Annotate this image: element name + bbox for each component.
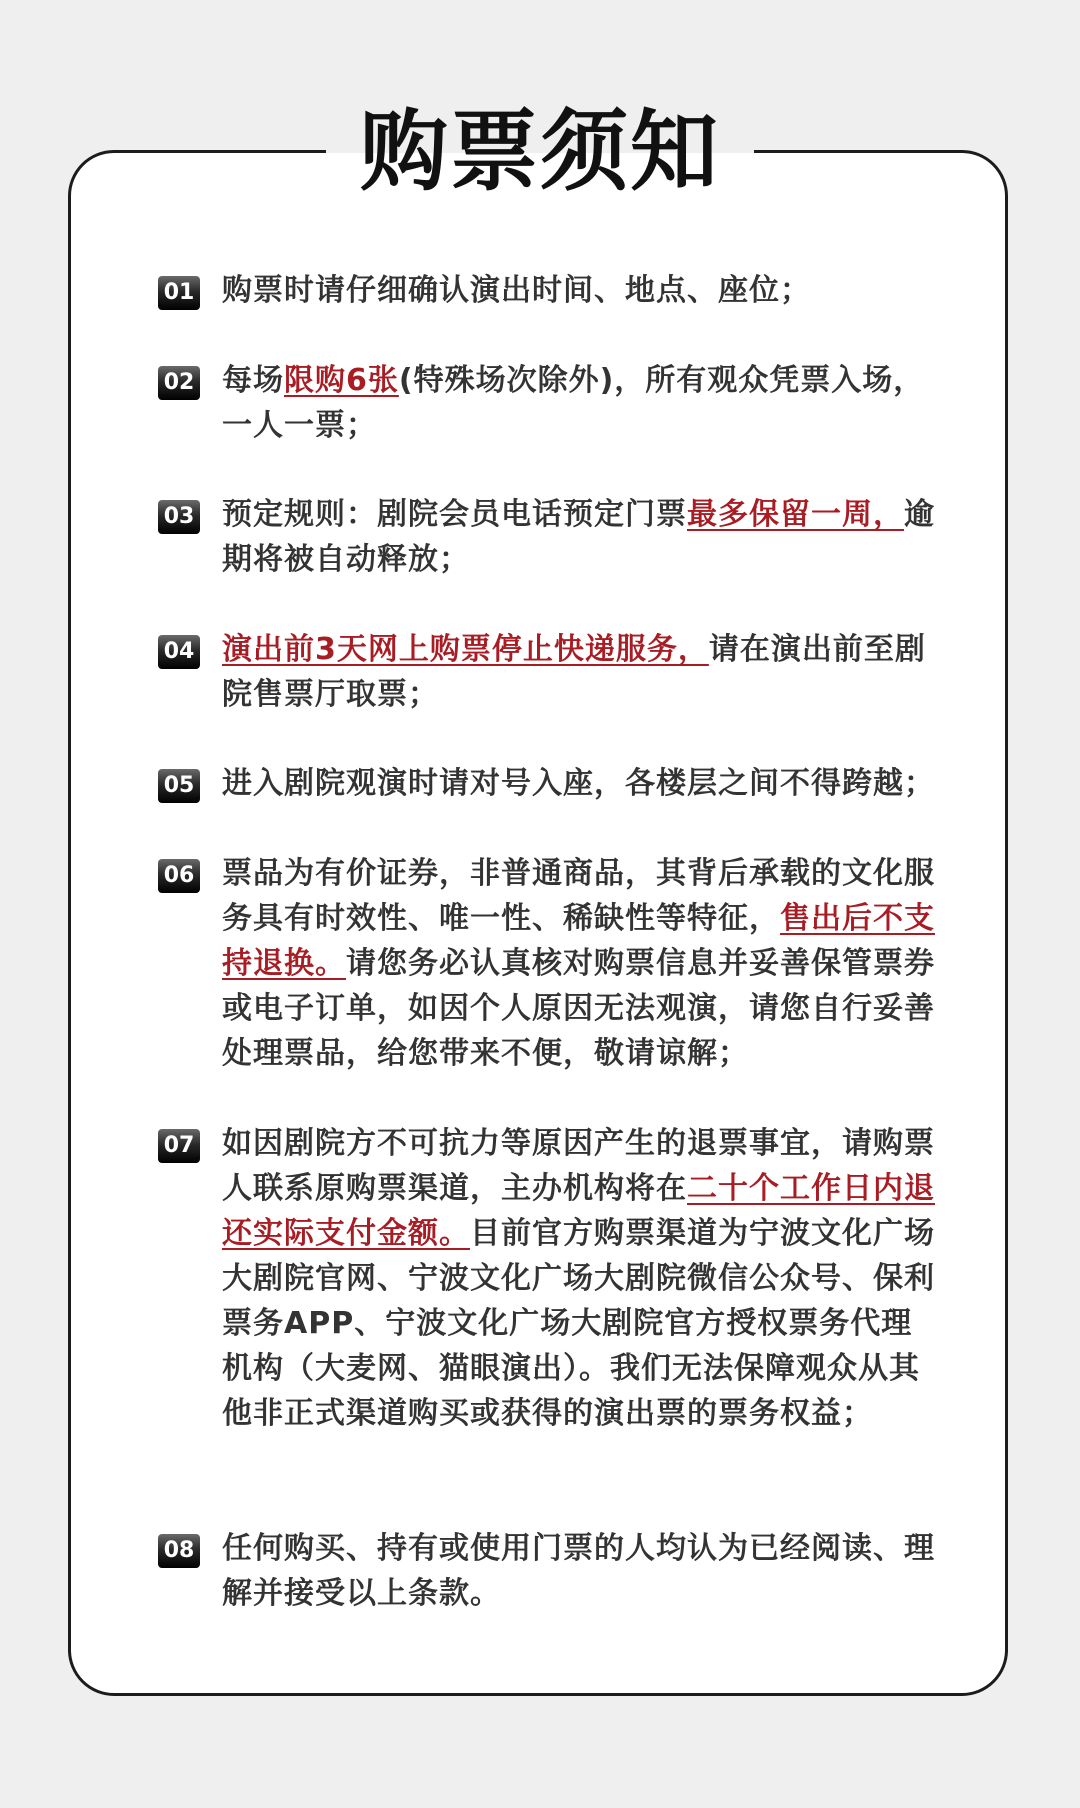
text-segment: (特殊场次除外)，所有观众凭票入场，一人一票； [222,363,925,443]
item-text [222,1121,942,1436]
text-segment: 目前官方购票渠道为宁波文化广场大剧院官网、宁波文化广场大剧院微信公众号、保利票务APP、宁波文化广场大剧院官方授权票务代理机构（大麦网、猫眼演出）。我们无法保障观众从其他非正式渠道购买或获得的演出票的票务权益； [222,1216,935,1431]
text-segment: 请在演出前至剧院售票厅取票； [222,632,926,712]
text-segment: 逾期将被自动释放； [222,497,935,577]
highlighted-text: 最多保留一周， [687,497,904,532]
highlighted-text: 限购6张 [284,363,399,398]
item-text [222,851,942,1076]
item-text [222,627,942,717]
highlighted-text: 二十个工作日内退还实际支付金额。 [222,1171,935,1251]
text-segment: 每场 [222,363,284,398]
title-banner [0,96,1080,206]
item-number-badge: 07 [158,1129,200,1163]
item-number-badge: 02 [158,366,200,400]
text-segment: 预定规则：剧院会员电话预定门票 [222,497,687,532]
item-text [222,761,942,806]
item-text [222,492,942,582]
text-segment: 进入剧院观演时请对号入座，各楼层之间不得跨越； [222,766,935,801]
item-number-badge: 01 [158,276,200,310]
item-number-badge: 03 [158,500,200,534]
item-number-badge: 08 [158,1534,200,1568]
item-number-badge: 06 [158,859,200,893]
item-text [222,268,942,313]
text-segment: 购票时请仔细确认演出时间、地点、座位； [222,273,811,308]
item-text [222,358,942,448]
text-segment: 票品为有价证券，非普通商品，其背后承载的文化服务具有时效性、唯一性、稀缺性等特征， [222,856,935,936]
highlighted-text: 演出前3天网上购票停止快递服务， [222,632,709,667]
page-title: 购票须知 [326,96,754,206]
item-text [222,1526,942,1616]
text-segment: 请您务必认真核对购票信息并妥善保管票券或电子订单，如因个人原因无法观演，请您自行妥善处理票品，给您带来不便，敬请谅解； [222,946,935,1071]
item-number-badge: 04 [158,635,200,669]
text-segment: 任何购买、持有或使用门票的人均认为已经阅读、理解并接受以上条款。 [222,1531,935,1611]
text-segment: 如因剧院方不可抗力等原因产生的退票事宜，请购票人联系原购票渠道，主办机构将在 [222,1126,935,1206]
highlighted-text: 售出后不支持退换。 [222,901,935,981]
item-number-badge: 05 [158,769,200,803]
